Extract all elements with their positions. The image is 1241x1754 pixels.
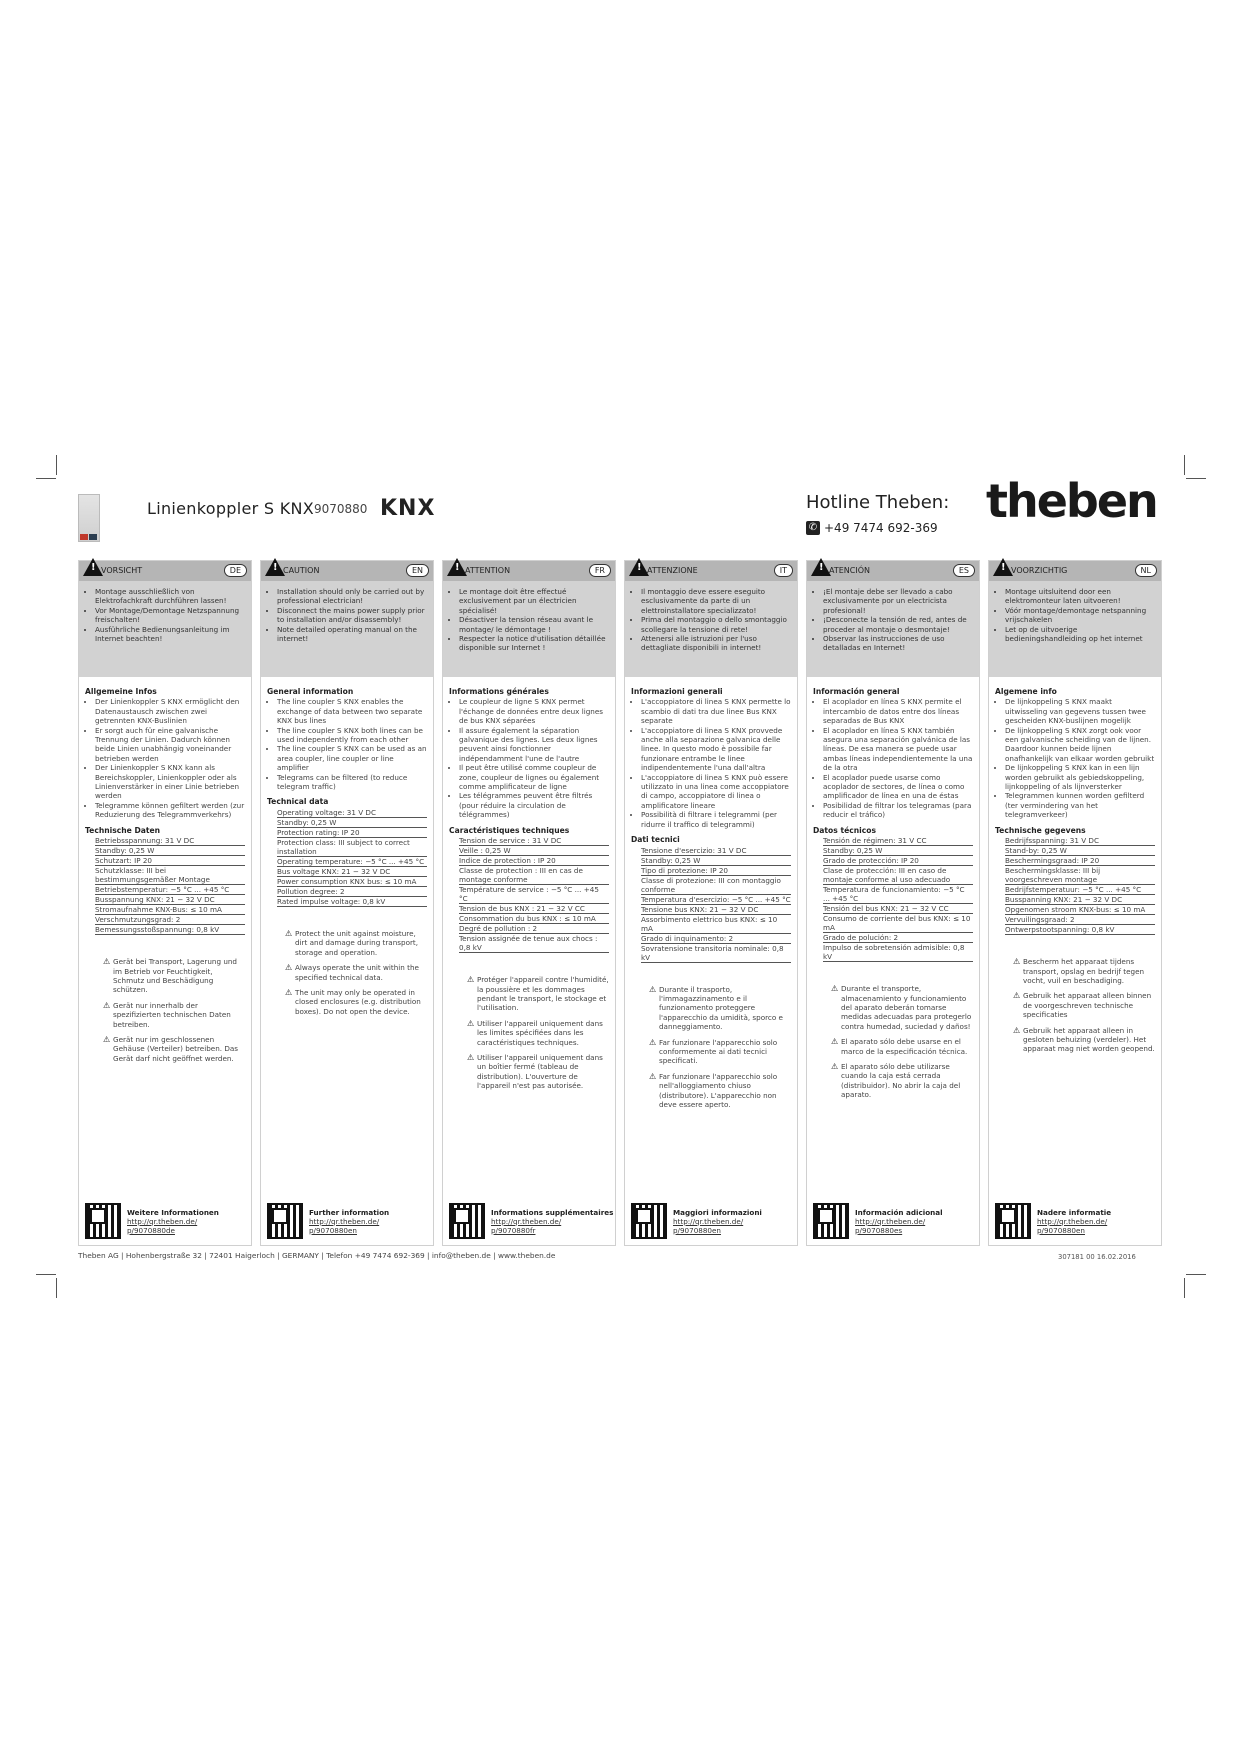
technical-data-row: Assorbimento elettrico bus KNX: ≤ 10 mA	[641, 915, 791, 934]
technical-data-row: Grado de protección: IP 20	[823, 856, 973, 866]
general-info-item: • Il peut être utilisé comme coupleur de zone, coupleur de lignes ou également comme amplificateur de ligne	[459, 763, 609, 791]
technical-data-row: Standby: 0,25 W	[277, 818, 427, 828]
general-info-item: • Possibilità di filtrare i telegrammi (per ridurre il traffico di telegrammi)	[641, 810, 791, 829]
crop-mark	[56, 455, 57, 475]
safety-note: ⚠ Protect the unit against moisture, dirt and damage during transport, storage and operation.	[285, 929, 427, 957]
technical-data-row: Vervuilingsgraad: 2	[1005, 915, 1155, 925]
technical-data-row: Bedrijfsspanning: 31 V DC	[1005, 836, 1155, 846]
warning-item: • Let op de uitvoerige bedieningshandleiding op het internet	[1005, 625, 1155, 644]
language-column-de	[78, 560, 252, 1246]
further-info-link[interactable]: http://qr.theben.de/	[855, 1216, 926, 1226]
warning-item: • Il montaggio deve essere eseguito esclusivamente da parte di un elettroinstallatore specializzato!	[641, 587, 791, 615]
general-info-item: • Telegrams can be filtered (to reduce telegram traffic)	[277, 773, 427, 792]
technical-data-row: Busspannung KNX: 21 − 32 V DC	[95, 895, 245, 905]
technical-data-row: Operating temperature: −5 °C ... +45 °C	[277, 857, 427, 867]
general-info-heading: Allgemeine Infos	[85, 687, 157, 696]
technical-data-row: Beschermingsgraad: IP 20	[1005, 856, 1155, 866]
safety-note: ⚠ Gebruik het apparaat alleen binnen de voorgeschreven technische specificaties	[1013, 991, 1155, 1019]
warning-item: • Ausführliche Bedienungsanleitung im Internet beachten!	[95, 625, 245, 644]
further-info-text	[491, 1208, 613, 1235]
general-info-item: • Der Linienkoppler S KNX ermöglicht den Datenaustausch zwischen zwei getrennten KNX-Buslinien	[95, 697, 245, 725]
warning-header	[625, 561, 797, 581]
technical-data-row: Temperatura de funcionamiento: −5 °C ... +45 °C	[823, 885, 973, 904]
language-badge: NL	[1135, 564, 1157, 577]
crop-mark	[36, 1274, 56, 1275]
document-title: Linienkoppler S KNX	[147, 499, 315, 518]
warning-item: • Disconnect the mains power supply prior to installation and/or disassembly!	[277, 606, 427, 625]
language-badge: FR	[589, 564, 611, 577]
language-column-it	[624, 560, 798, 1246]
document-code: 307181 00 16.02.2016	[1058, 1253, 1136, 1261]
further-info-link[interactable]: http://qr.theben.de/	[491, 1216, 562, 1226]
technical-data-row: Stand-by: 0,25 W	[1005, 846, 1155, 856]
warning-box	[443, 581, 615, 677]
general-info-item: • Posibilidad de filtrar los telegramas (para reducir el tráfico)	[823, 801, 973, 820]
technical-data-row: Degré de pollution : 2	[459, 924, 609, 934]
further-info-link[interactable]: http://qr.theben.de/	[1037, 1216, 1108, 1226]
technical-data-row: Beschermingsklasse: III bij voorgeschreven montage	[1005, 866, 1155, 885]
technical-data-heading: Technische gegevens	[995, 825, 1086, 835]
further-info-text	[855, 1208, 943, 1235]
general-info-item: • De lijnkoppeling S KNX kan in een lijn worden gebruikt als gebiedskoppeling, lijnkoppeling of als lijnversterker	[1005, 763, 1155, 791]
crop-mark	[1186, 478, 1206, 479]
technical-data-row: Classe de protection : III en cas de montage conforme	[459, 866, 609, 885]
safety-notes	[285, 929, 427, 1016]
technical-data-row: Pollution degree: 2	[277, 887, 427, 897]
further-info-link-path[interactable]: p/9070880en	[673, 1225, 721, 1235]
technical-data-row: Grado di inquinamento: 2	[641, 934, 791, 944]
further-info	[449, 1203, 613, 1239]
general-info-heading: Algemene info	[995, 687, 1057, 696]
hotline-phone	[806, 521, 938, 535]
warning-title: CAUTION	[283, 566, 320, 575]
safety-note: ⚠ Utiliser l'appareil uniquement dans les limites spécifiées dans les caractéristiques techniques.	[467, 1019, 609, 1047]
phone-icon: ✆	[806, 521, 820, 535]
warning-header	[443, 561, 615, 581]
technical-data-row: Tensione d'esercizio: 31 V DC	[641, 846, 791, 856]
warning-title: ATENCIÓN	[829, 566, 871, 575]
warning-triangle-icon	[993, 558, 1013, 576]
technical-data-row: Température de service : −5 °C ... +45 °C	[459, 885, 609, 904]
column-body	[989, 677, 1161, 1054]
warning-triangle-icon	[629, 558, 649, 576]
further-info-link-path[interactable]: p/9070880en	[1037, 1225, 1085, 1235]
qr-code-icon[interactable]	[85, 1203, 121, 1239]
technical-data-row: Classe di protezione: III con montaggio conforme	[641, 876, 791, 895]
column-body	[807, 677, 979, 1100]
column-body	[625, 677, 797, 1109]
safety-note: ⚠ El aparato sólo debe usarse en el marco de la especificación técnica.	[831, 1037, 973, 1056]
warning-triangle-icon	[447, 558, 467, 576]
warning-title: VORSICHT	[101, 566, 143, 575]
further-info	[267, 1203, 389, 1239]
safety-notes	[103, 957, 245, 1063]
technical-data-row: Indice de protection : IP 20	[459, 856, 609, 866]
general-info-item: • Er sorgt auch für eine galvanische Trennung der Linien. Dadurch können beide Linien unabhängig voneinander betrieben werden	[95, 726, 245, 764]
further-info-title: Further information	[309, 1207, 390, 1217]
general-info-heading: Informazioni generali	[631, 687, 723, 696]
warning-title: VOORZICHTIG	[1011, 566, 1068, 575]
safety-notes	[831, 984, 973, 1099]
technical-data-row: Stromaufnahme KNX-Bus: ≤ 10 mA	[95, 905, 245, 915]
safety-note: ⚠ Gerät nur im geschlossenen Gehäuse (Verteiler) betreiben. Das Gerät darf nicht geöffnet werden.	[103, 1035, 245, 1063]
further-info-text	[127, 1208, 219, 1235]
technical-data-row: Bus voltage KNX: 21 − 32 V DC	[277, 867, 427, 877]
warning-title: ATTENTION	[465, 566, 511, 575]
device-image	[78, 494, 100, 542]
crop-mark	[56, 1278, 57, 1298]
general-info-item: • Telegrammen kunnen worden gefilterd (ter vermindering van het telegramverkeer)	[1005, 791, 1155, 819]
language-badge: EN	[406, 564, 429, 577]
general-info-heading: Informations générales	[449, 687, 549, 696]
general-info-item: • Il assure également la séparation galvanique des lignes. Les deux lignes peuvent ainsi fonctionner indépendamment l'une de l'autre	[459, 726, 609, 764]
theben-logo: theben	[986, 474, 1157, 528]
warning-item: • Note detailed operating manual on the internet!	[277, 625, 427, 644]
general-info-item: • Le coupleur de ligne S KNX permet l'échange de données entre deux lignes de bus KNX séparées	[459, 697, 609, 725]
further-info-link-path[interactable]: p/9070880en	[309, 1225, 357, 1235]
technical-data-row: Schutzklasse: III bei bestimmungsgemäßer Montage	[95, 866, 245, 885]
language-badge: ES	[953, 564, 975, 577]
language-badge: DE	[224, 564, 247, 577]
general-info-item: • L'accoppiatore di linea S KNX permette lo scambio di dati tra due linee Bus KNX separate	[641, 697, 791, 725]
language-column-en	[260, 560, 434, 1246]
technical-data-heading: Dati tecnici	[631, 835, 680, 845]
technical-data-row: Tension de bus KNX : 21 − 32 V CC	[459, 904, 609, 914]
safety-notes	[467, 975, 609, 1090]
technical-data-row: Verschmutzungsgrad: 2	[95, 915, 245, 925]
technical-data-row: Consumo de corriente del bus KNX: ≤ 10 mA	[823, 914, 973, 933]
safety-notes	[649, 985, 791, 1110]
further-info	[85, 1203, 219, 1239]
language-column-es	[806, 560, 980, 1246]
safety-note: ⚠ Always operate the unit within the specified technical data.	[285, 963, 427, 982]
further-info-title: Informations supplémentaires	[491, 1207, 614, 1217]
technical-data-row: Clase de protección: III en caso de montaje conforme al uso adecuado	[823, 866, 973, 885]
footer-address: Theben AG | Hohenbergstraße 32 | 72401 Haigerloch | GERMANY | Telefon +49 7474 692-369 | info@theben.de | www.theben.de	[78, 1251, 556, 1260]
warning-item: • Respecter la notice d'utilisation détaillée disponible sur Internet !	[459, 634, 609, 653]
technical-data-row: Tension assignée de tenue aux chocs : 0,8 kV	[459, 934, 609, 953]
further-info-link-path[interactable]: p/9070880fr	[491, 1225, 536, 1235]
warning-item: • Attenersi alle istruzioni per l'uso dettagliate disponibili in internet!	[641, 634, 791, 653]
crop-mark	[1184, 455, 1185, 475]
technical-data-row: Betriebstemperatur: −5 °C ... +45 °C	[95, 885, 245, 895]
general-info-item: • Der Linienkoppler S KNX kann als Bereichskoppler, Linienkoppler oder als Linienverstärker in einer Linie betrieben werden	[95, 763, 245, 801]
crop-mark	[36, 478, 56, 479]
warning-box	[989, 581, 1161, 677]
warning-header	[989, 561, 1161, 581]
crop-mark	[1186, 1274, 1206, 1275]
further-info-title: Información adicional	[855, 1207, 943, 1217]
warning-triangle-icon	[265, 558, 285, 576]
safety-note: ⚠ Durante el transporte, almacenamiento y funcionamiento del aparato deberán tomarse medidas adecuadas para protegerlo contra humedad, suciedad y daños!	[831, 984, 973, 1031]
technical-data-row: Rated impulse voltage: 0,8 kV	[277, 897, 427, 907]
further-info-title: Nadere informatie	[1037, 1207, 1112, 1217]
warning-item: • Montage uitsluitend door een elektromonteur laten uitvoeren!	[1005, 587, 1155, 606]
further-info-link[interactable]: http://qr.theben.de/	[127, 1216, 198, 1226]
warning-item: • Vor Montage/Demontage Netzspannung freischalten!	[95, 606, 245, 625]
technical-data-row: Operating voltage: 31 V DC	[277, 808, 427, 818]
warning-triangle-icon	[83, 558, 103, 576]
further-info-link[interactable]: http://qr.theben.de/	[673, 1216, 744, 1226]
qr-code-icon[interactable]	[631, 1203, 667, 1239]
warning-header	[79, 561, 251, 581]
warning-triangle-icon	[811, 558, 831, 576]
warning-item: • Désactiver la tension réseau avant le montage/ le démontage !	[459, 615, 609, 634]
general-info-item: • The line coupler S KNX can be used as an area coupler, line coupler or line amplifier	[277, 744, 427, 772]
technical-data-heading: Technical data	[267, 797, 329, 807]
technical-data-row: Tensión de régimen: 31 V CC	[823, 836, 973, 846]
technical-data-row: Temperatura d'esercizio: −5 °C ... +45 °C	[641, 894, 791, 904]
safety-note: ⚠ The unit may only be operated in closed enclosures (e.g. distribution boxes). Do not open the device.	[285, 988, 427, 1016]
general-info-item: • El acoplador puede usarse como acoplador de sectores, de línea o como amplificador de línea en una de éstas	[823, 773, 973, 801]
technical-data-heading: Datos técnicos	[813, 825, 876, 835]
qr-code-icon[interactable]	[267, 1203, 303, 1239]
warning-item: • Observar las instrucciones de uso detalladas en Internet!	[823, 634, 973, 653]
general-info-item: • De lijnkoppeling S KNX zorgt ook voor een galvanische scheiding van de lijnen. Daardoor kunnen beide lijnen onafhankelijk van elkaar worden gebruikt	[1005, 726, 1155, 764]
further-info-title: Maggiori informazioni	[673, 1207, 762, 1217]
technical-data-row: Betriebsspannung: 31 V DC	[95, 836, 245, 846]
warning-item: • Prima del montaggio o dello smontaggio scollegare la tensione di rete!	[641, 615, 791, 634]
column-body	[261, 677, 433, 1016]
technical-data-row: Protection class: III subject to correct installation	[277, 838, 427, 857]
safety-notes	[1013, 957, 1155, 1054]
qr-code-icon[interactable]	[995, 1203, 1031, 1239]
technical-data-row: Veille : 0,25 W	[459, 846, 609, 856]
technical-data-row: Impulso de sobretensión admisible: 0,8 kV	[823, 943, 973, 962]
column-body	[443, 677, 615, 1091]
safety-note: ⚠ Gerät nur innerhalb der spezifizierten technischen Daten betreiben.	[103, 1001, 245, 1029]
technical-data-row: Bemessungsstoßspannung: 0,8 kV	[95, 925, 245, 935]
technical-data-heading: Technische Daten	[85, 825, 161, 835]
general-info-item: • El acoplador en línea S KNX también asegura una separación galvánica de las líneas. De esa manera se puede usar ambas líneas independientemente la una de la otra	[823, 726, 973, 773]
language-column-fr	[442, 560, 616, 1246]
safety-note: ⚠ Far funzionare l'apparecchio solo nell'alloggiamento chiuso (distributore). L'apparecchio non deve essere aperto.	[649, 1072, 791, 1110]
qr-code-icon[interactable]	[813, 1203, 849, 1239]
technical-data-row: Power consumption KNX bus: ≤ 10 mA	[277, 877, 427, 887]
general-info-item: • De lijnkoppeling S KNX maakt uitwisseling van gegevens tussen twee gescheiden KNX-buslijnen mogelijk	[1005, 697, 1155, 725]
further-info-text	[673, 1208, 762, 1235]
further-info	[631, 1203, 762, 1239]
technical-data-row: Bedrijfstemperatuur: −5 °C ... +45 °C	[1005, 885, 1155, 895]
general-info-heading: General information	[267, 687, 354, 696]
general-info-item: • The line coupler S KNX enables the exchange of data between two separate KNX bus lines	[277, 697, 427, 725]
warning-item: • Vóór montage/demontage netspanning vrijschakelen	[1005, 606, 1155, 625]
general-info-item: • The line coupler S KNX both lines can be used independently from each other	[277, 726, 427, 745]
safety-note: ⚠ Gerät bei Transport, Lagerung und im Betrieb vor Feuchtigkeit, Schmutz und Beschädigung schützen.	[103, 957, 245, 995]
technical-data-row: Standby: 0,25 W	[95, 846, 245, 856]
technical-data-row: Tensione bus KNX: 21 − 32 V DC	[641, 905, 791, 915]
technical-data-row: Grado de polución: 2	[823, 933, 973, 943]
technical-data-row: Opgenomen stroom KNX-bus: ≤ 10 mA	[1005, 905, 1155, 915]
general-info-item: • Les télégrammes peuvent être filtrés (pour réduire la circulation de télégrammes)	[459, 791, 609, 819]
further-info	[813, 1203, 943, 1239]
safety-note: ⚠ Bescherm het apparaat tijdens transport, opslag en bedrijf tegen vocht, vuil en beschadiging.	[1013, 957, 1155, 985]
general-info-item: • L'accoppiatore di linea S KNX può essere utilizzato in una linea come accoppiatore di campo, accoppiatore di linea o amplificatore lineare	[641, 773, 791, 811]
safety-note: ⚠ El aparato sólo debe utilizarse cuando la caja está cerrada (distribuidor). No abrir la caja del aparato.	[831, 1062, 973, 1100]
technical-data-row: Tension de service : 31 V DC	[459, 836, 609, 846]
further-info-link[interactable]: http://qr.theben.de/	[309, 1216, 380, 1226]
qr-code-icon[interactable]	[449, 1203, 485, 1239]
crop-mark	[1184, 1278, 1185, 1298]
safety-note: ⚠ Durante il trasporto, l'immagazzinamento e il funzionamento proteggere l'apparecchio da umidità, sporco e danneggiamento.	[649, 985, 791, 1032]
further-info-title: Weitere Informationen	[127, 1207, 219, 1217]
safety-note: ⚠ Far funzionare l'apparecchio solo conformemente ai dati tecnici specificati.	[649, 1038, 791, 1066]
technical-data-row: Tipo di protezione: IP 20	[641, 866, 791, 876]
technical-data-heading: Caractéristiques techniques	[449, 825, 570, 835]
language-badge: IT	[774, 564, 793, 577]
general-info-item: • El acoplador en línea S KNX permite el intercambio de datos entre dos líneas separadas de Bus KNX	[823, 697, 973, 725]
further-info	[995, 1203, 1111, 1239]
safety-note: ⚠ Protéger l'appareil contre l'humidité, la poussière et les dommages pendant le transport, le stockage et l'utilisation.	[467, 975, 609, 1013]
warning-box	[79, 581, 251, 677]
hotline-number: +49 7474 692-369	[824, 521, 938, 535]
technical-data-row: Busspanning KNX: 21 − 32 V DC	[1005, 895, 1155, 905]
technical-data-row: Schutzart: IP 20	[95, 856, 245, 866]
technical-data-row: Tensión del bus KNX: 21 − 32 V CC	[823, 904, 973, 914]
warning-header	[261, 561, 433, 581]
warning-item: • ¡El montaje debe ser llevado a cabo exclusivamente por un electricista profesional!	[823, 587, 973, 615]
hotline-title: Hotline Theben:	[806, 492, 950, 513]
warning-item: • Installation should only be carried out by professional electrician!	[277, 587, 427, 606]
column-body	[79, 677, 251, 1063]
technical-data-row: Protection rating: IP 20	[277, 828, 427, 838]
general-info-item: • L'accoppiatore di linea S KNX provvede anche alla separazione galvanica delle linee. In questo modo è possibile far funzionare entrambe le linee indipendentemente l'una dall'altra	[641, 726, 791, 773]
warning-item: • Le montage doit être effectué exclusivement par un électricien spécialisé!	[459, 587, 609, 615]
further-info-text	[309, 1208, 389, 1235]
technical-data-row: Ontwerpstootspanning: 0,8 kV	[1005, 925, 1155, 935]
safety-note: ⚠ Gebruik het apparaat alleen in gesloten behuizing (verdeler). Het apparaat mag niet worden geopend.	[1013, 1026, 1155, 1054]
technical-data-row: Standby: 0,25 W	[641, 856, 791, 866]
knx-logo: KNX	[380, 496, 436, 521]
warning-box	[807, 581, 979, 677]
document-header	[78, 474, 1168, 560]
technical-data-row: Sovratensione transitoria nominale: 0,8 kV	[641, 944, 791, 963]
warning-header	[807, 561, 979, 581]
article-number: 9070880	[314, 502, 368, 516]
warning-box	[261, 581, 433, 677]
general-info-item: • Telegramme können gefiltert werden (zur Reduzierung des Telegrammverkehrs)	[95, 801, 245, 820]
general-info-heading: Información general	[813, 687, 900, 696]
warning-box	[625, 581, 797, 677]
further-info-link-path[interactable]: p/9070880es	[855, 1225, 903, 1235]
technical-data-row: Consommation du bus KNX : ≤ 10 mA	[459, 914, 609, 924]
warning-item: • ¡Desconecte la tensión de red, antes de proceder al montaje o desmontaje!	[823, 615, 973, 634]
safety-note: ⚠ Utiliser l'appareil uniquement dans un boîtier fermé (tableau de distribution). L'ouverture de l'appareil n'est pas autorisée.	[467, 1053, 609, 1091]
warning-item: • Montage ausschließlich von Elektrofachkraft durchführen lassen!	[95, 587, 245, 606]
language-column-nl	[988, 560, 1162, 1246]
technical-data-row: Standby: 0,25 W	[823, 846, 973, 856]
further-info-text	[1037, 1208, 1111, 1235]
further-info-link-path[interactable]: p/9070880de	[127, 1225, 175, 1235]
warning-title: ATTENZIONE	[647, 566, 698, 575]
